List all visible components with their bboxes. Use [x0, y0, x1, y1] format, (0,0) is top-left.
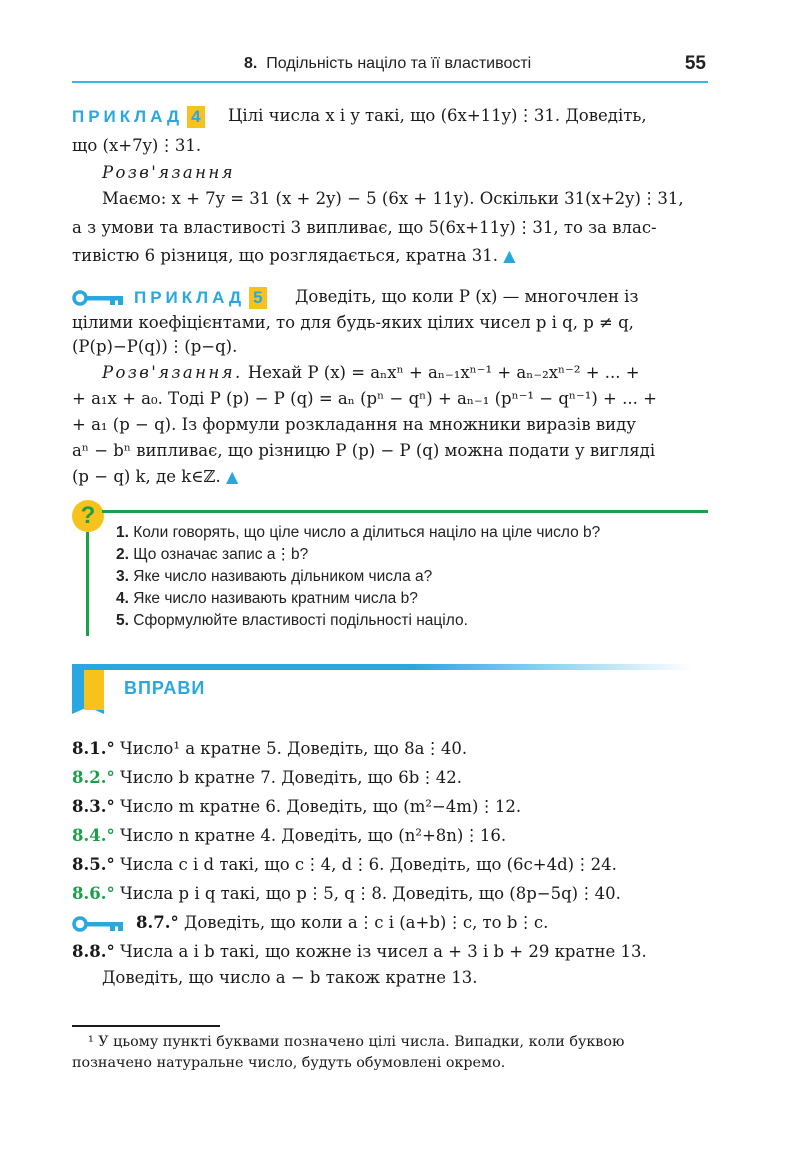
- solution-label: Розв'язання.: [102, 363, 243, 382]
- exercise-row: 8.5.° Числа c і d такі, що c⋮4, d⋮6. Доведіть, що (6c+4d)⋮24.: [72, 855, 617, 874]
- example-4-solution-1: Маємо: x + 7y = 31 (x + 2y) − 5 (6x + 11y). Оскільки 31(x+2y)⋮31,: [102, 189, 684, 208]
- questions-list: [116, 522, 600, 632]
- example-4-heading: [72, 104, 205, 130]
- example-5-statement-2: цілими коефіцієнтами, то для будь-яких цілих чисел p і q, p ≠ q,: [72, 313, 634, 332]
- header-rule: [72, 81, 708, 83]
- example-5-solution-3: + a₁ (p − q). Із формули розкладання на множники виразів виду: [72, 415, 637, 434]
- exercise-row: 8.2.° Число b кратне 7. Доведіть, що 6b⋮42.: [72, 768, 463, 787]
- exercise-row: 8.8.° Числа a і b такі, що кожне із чисел a + 3 і b + 29 кратне 13.: [72, 942, 647, 961]
- exercise-row: 8.6.° Числа p і q такі, що p⋮5, q⋮8. Доведіть, що (8p−5q)⋮40.: [72, 884, 621, 903]
- questions-rule-horizontal: [102, 510, 708, 513]
- example-4-statement-2: що (x+7y)⋮31.: [72, 136, 202, 155]
- exercises-bar: [72, 664, 692, 670]
- example-5-solution-1: Розв'язання. Нехай P (x) = aₙxⁿ + aₙ₋₁xⁿ⁻¹ + aₙ₋₂xⁿ⁻² + ... +: [102, 363, 640, 382]
- page-number: 55: [684, 53, 706, 74]
- footnote: [72, 1032, 708, 1074]
- example-tag: ПРИКЛАД: [134, 288, 246, 307]
- list-item: 1. Коли говорять, що ціле число a ділиться націло на ціле число b?: [116, 524, 601, 541]
- list-item: 5. Сформулюйте властивості подільності націло.: [116, 612, 468, 629]
- example-5-statement-1: Доведіть, що коли P (x) — многочлен із: [295, 287, 639, 306]
- example-5-statement-3: (P(p)−P(q))⋮(p−q).: [72, 337, 238, 356]
- triangle-end-icon: ▲: [503, 246, 516, 265]
- exercise-row: 8.3.° Число m кратне 6. Доведіть, що (m²−4m)⋮12.: [72, 797, 522, 816]
- exercise-row: 8.4.° Число n кратне 4. Доведіть, що (n²+8n)⋮16.: [72, 826, 507, 845]
- example-5-solution-2: + a₁x + a₀. Тоді P (p) − P (q) = aₙ (pⁿ − qⁿ) + aₙ₋₁ (pⁿ⁻¹ − qⁿ⁻¹) + ... +: [72, 389, 657, 408]
- exercise-row: 8.1.° Число¹ a кратне 5. Доведіть, що 8a⋮40.: [72, 739, 468, 758]
- footnote-rule: [72, 1025, 220, 1027]
- list-item: 4. Яке число називають кратним числа b?: [116, 590, 418, 607]
- exercises-header: [72, 664, 692, 716]
- example-4-solution-3: тивістю 6 різниця, що розглядається, кратна 31. ▲: [72, 246, 516, 265]
- key-icon: [72, 290, 124, 310]
- example-5-solution-5: (p − q) k, де k∈ℤ. ▲: [72, 467, 239, 486]
- triangle-end-icon: ▲: [225, 467, 239, 486]
- example-number: 5: [249, 287, 266, 309]
- list-item: 2. Що означає запис a⋮b?: [116, 546, 309, 563]
- example-5-solution-4: aⁿ − bⁿ випливає, що різницю P (p) − P (q) можна подати у вигляді: [72, 441, 656, 460]
- chapter-title: 8. Подільність націло та її властивості: [244, 55, 532, 72]
- example-4-solution-2: а з умови та властивості 3 випливає, що 5(6x+11y)⋮31, то за влас-: [72, 218, 657, 237]
- example-4-statement-1: Цілі числа x і y такі, що (6x+11y)⋮31. Доведіть,: [228, 106, 647, 125]
- exercise-row: 8.7.° Доведіть, що коли a⋮c і (a+b)⋮c, то b⋮c.: [136, 913, 549, 932]
- example-number: 4: [187, 106, 204, 128]
- exercises-title: ВПРАВИ: [124, 678, 206, 698]
- example-5-heading: [134, 285, 267, 311]
- footnote-line: ¹ У цьому пункті буквами позначено цілі числа. Випадки, коли буквою: [88, 1034, 625, 1050]
- key-icon: [72, 916, 124, 936]
- example-4-solution-label: Розв'язання: [102, 163, 235, 182]
- footnote-line: позначено натуральне число, будуть обумовлені окремо.: [72, 1055, 506, 1071]
- review-questions: [72, 500, 708, 636]
- questions-rule-vertical: [86, 532, 89, 636]
- exercise-row-continued: Доведіть, що число a − b також кратне 13.: [102, 968, 478, 987]
- question-icon: ?: [72, 500, 104, 532]
- list-item: 3. Яке число називають дільником числа a?: [116, 568, 433, 585]
- bookmark-flag-inner: [84, 670, 104, 710]
- example-tag: ПРИКЛАД: [72, 107, 184, 126]
- page-header: [72, 52, 708, 82]
